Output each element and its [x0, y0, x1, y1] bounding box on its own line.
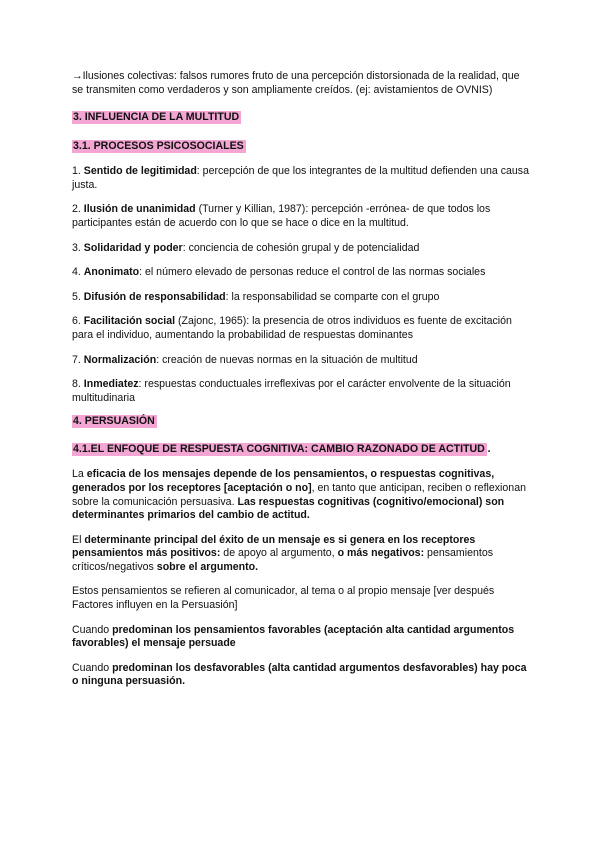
item-number: 3. — [72, 241, 84, 254]
section-4-heading-wrap — [72, 411, 530, 429]
bold-run: predominan los desfavorables (alta cantidad argumentos desfavorables) hay poca o ninguna persuasión. — [72, 661, 527, 688]
item-description: (Turner y Killian, 1987): percepción -errónea- de que todos los participantes están de acuerdo con lo que se hace o dice en la multitud. — [72, 203, 491, 229]
bold-run: o más negativos: — [337, 547, 425, 560]
item-number: 6. — [72, 315, 84, 328]
section-4-1-heading: 4.1.EL ENFOQUE DE RESPUESTA COGNITIVA: CAMBIO RAZONADO DE ACTITUD — [73, 443, 485, 456]
text-run: de apoyo al argumento, — [220, 547, 338, 560]
item-description: (Zajonc, 1965): la presencia de otros individuos es fuente de excitación para el individuo, aumentando la probabilidad de respuestas dominantes — [72, 315, 512, 341]
item-term: Inmediatez — [83, 378, 139, 391]
persuasion-paragraph-4 — [72, 624, 530, 651]
item-term: Ilusión de unanimidad — [83, 203, 196, 216]
item-description: : respuestas conductuales irreflexivas por el carácter envolvente de la situación multitudinaria — [72, 378, 511, 404]
item-description: : el número elevado de personas reduce el control de las normas sociales — [139, 266, 486, 279]
persuasion-paragraph-2 — [72, 534, 530, 575]
process-item-6 — [72, 315, 530, 342]
intro-paragraph — [72, 70, 530, 97]
process-item-1 — [72, 165, 530, 192]
section-3-heading-wrap — [72, 107, 530, 125]
text-run: El — [72, 533, 85, 546]
persuasion-paragraph-1 — [72, 468, 530, 522]
text-run: La — [72, 468, 87, 481]
item-term: Facilitación social — [83, 315, 176, 328]
section-4-heading: 4. PERSUASIÓN — [73, 415, 155, 428]
section-4-1-heading-wrap — [72, 439, 530, 457]
process-item-8 — [72, 378, 530, 405]
item-term: Sentido de legitimidad — [83, 165, 197, 178]
item-description: : creación de nuevas normas en la situación de multitud — [156, 353, 418, 366]
item-term: Anonimato — [83, 266, 140, 279]
section-4-1-heading-end: . — [486, 439, 492, 457]
item-term: Solidaridad y poder — [83, 241, 183, 254]
item-term: Difusión de responsabilidad — [83, 290, 226, 303]
bold-run: determinante principal del éxito de un mensaje es si genera en los receptores pensamientos más positivos: — [72, 533, 476, 560]
process-item-2 — [72, 203, 530, 230]
text-run: Cuando — [72, 623, 113, 636]
item-number: 4. — [72, 266, 84, 279]
process-item-3 — [72, 242, 530, 256]
bold-run: sobre el argumento. — [156, 560, 259, 573]
text-run: , en tanto que anticipan, reciben o reflexionan sobre la comunicación persuasiva. — [72, 481, 526, 508]
bold-run: predominan los pensamientos favorables (aceptación alta cantidad argumentos favorables) el mensaje persuade — [72, 623, 515, 650]
persuasion-paragraph-5 — [72, 662, 530, 689]
item-number: 7. — [72, 353, 84, 366]
text-run: pensamientos críticos/negativos — [72, 547, 494, 573]
process-item-7 — [72, 354, 530, 368]
text-run: Cuando — [72, 661, 113, 674]
section-3-1-heading-wrap — [72, 136, 530, 154]
process-item-5 — [72, 291, 530, 305]
persuasion-paragraph-3: Estos pensamientos se refieren al comunicador, al tema o al propio mensaje [ver después Factores influyen en la Persuasión] — [72, 585, 495, 612]
item-number: 2. — [72, 203, 84, 216]
section-3-1-heading: 3.1. PROCESOS PSICOSOCIALES — [73, 140, 244, 153]
item-term: Normalización — [83, 353, 157, 366]
item-number: 8. — [72, 378, 84, 391]
item-description: : la responsabilidad se comparte con el grupo — [225, 290, 440, 303]
intro-text: Ilusiones colectivas: falsos rumores fruto de una percepción distorsionada de la realidad, que se transmiten como verdaderos y son ampliamente creídos. (ej: avistamientos de OVNIS) — [72, 70, 520, 96]
item-description: : percepción de que los integrantes de la multitud defienden una causa justa. — [72, 165, 529, 191]
item-number: 1. — [72, 165, 84, 178]
arrow-glyph: → — [72, 70, 83, 82]
bold-run: Las respuestas cognitivas (cognitivo/emocional) son determinantes primarios del cambio de actitud. — [72, 495, 505, 522]
item-description: : conciencia de cohesión grupal y de potencialidad — [182, 241, 420, 254]
process-item-4 — [72, 266, 530, 280]
item-number: 5. — [72, 290, 84, 303]
bold-run: eficacia de los mensajes depende de los pensamientos, o respuestas cognitivas, generados por los receptores [aceptación o no] — [72, 468, 495, 494]
section-3-heading: 3. INFLUENCIA DE LA MULTITUD — [73, 111, 240, 124]
